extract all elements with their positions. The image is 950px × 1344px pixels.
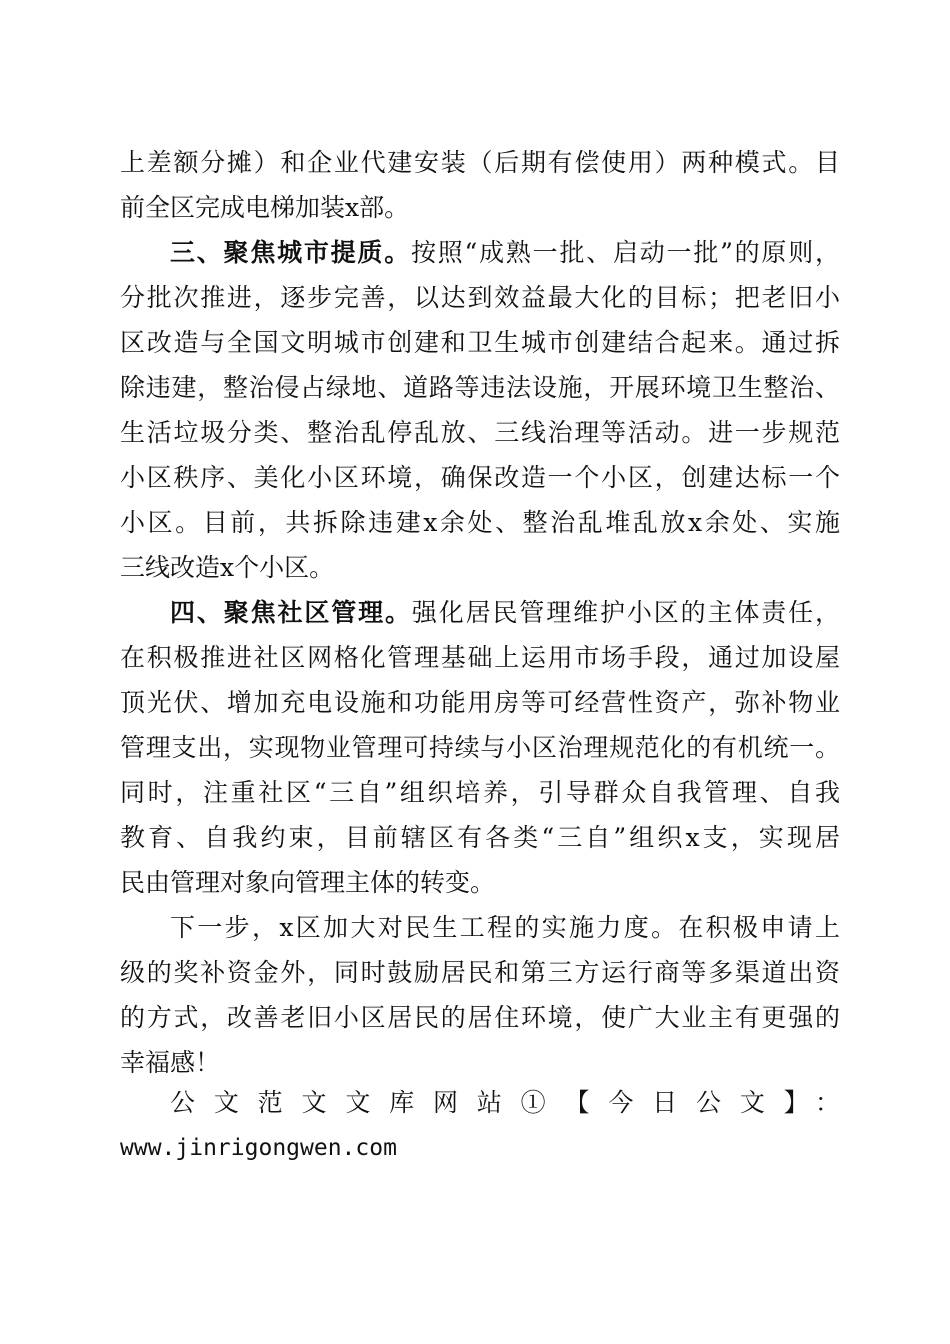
paragraph-line: 生活垃圾分类、整治乱停乱放、三线治理等活动。进一步规范 xyxy=(120,418,840,447)
paragraph-text: 按照“成熟一批、启动一批”的原则， xyxy=(411,238,840,267)
paragraph-line: 级的奖补资金外，同时鼓励居民和第三方运行商等多渠道出资 xyxy=(120,958,840,987)
paragraph-line: 小区秩序、美化小区环境，确保改造一个小区，创建达标一个 xyxy=(120,463,840,492)
paragraph-line: 在积极推进社区网格化管理基础上运用市场手段，通过加设屋 xyxy=(120,643,840,672)
section-heading: 三、聚焦城市提质。 xyxy=(170,238,411,267)
paragraph-first-line xyxy=(170,233,840,273)
paragraph-line: 民由管理对象向管理主体的转变。 xyxy=(120,868,496,897)
section-heading: 四、聚焦社区管理。 xyxy=(170,598,412,627)
footer-url[interactable]: www.jinrigongwen.com xyxy=(120,1135,397,1161)
paragraph-text: 强化居民管理维护小区的主体责任， xyxy=(411,598,840,627)
paragraph-line: 幸福感！ xyxy=(120,1048,221,1077)
paragraph-first-line xyxy=(170,593,840,633)
paragraph-line: 三线改造x个小区。 xyxy=(120,553,335,582)
paragraph-line: 的方式，改善老旧小区居民的居住环境，使广大业主有更强的 xyxy=(120,1003,840,1032)
paragraph-line: 同时，注重社区“三自”组织培养，引导群众自我管理、自我 xyxy=(120,778,840,807)
footer-label: 公文范文文库网站①【今日公文】： xyxy=(170,1088,840,1117)
paragraph-line: 前全区完成电梯加装x部。 xyxy=(120,193,410,222)
paragraph-line: 上差额分摊）和企业代建安装（后期有偿使用）两种模式。目 xyxy=(120,148,840,177)
paragraph-line: 除违建，整治侵占绿地、道路等违法设施，开展环境卫生整治、 xyxy=(120,373,840,402)
paragraph-line: 区改造与全国文明城市创建和卫生城市创建结合起来。通过拆 xyxy=(120,328,840,357)
paragraph-first-line: 下一步，x区加大对民生工程的实施力度。在积极申请上 xyxy=(170,913,840,942)
paragraph-line: 教育、自我约束，目前辖区有各类“三自”组织x支，实现居 xyxy=(120,823,840,852)
paragraph-line: 小区。目前，共拆除违建x余处、整治乱堆乱放x余处、实施 xyxy=(120,508,840,537)
paragraph-line: 管理支出，实现物业管理可持续与小区治理规范化的有机统一。 xyxy=(120,733,840,762)
paragraph-line: 分批次推进，逐步完善，以达到效益最大化的目标；把老旧小 xyxy=(120,283,840,312)
paragraph-line: 顶光伏、增加充电设施和功能用房等可经营性资产，弥补物业 xyxy=(120,688,840,717)
